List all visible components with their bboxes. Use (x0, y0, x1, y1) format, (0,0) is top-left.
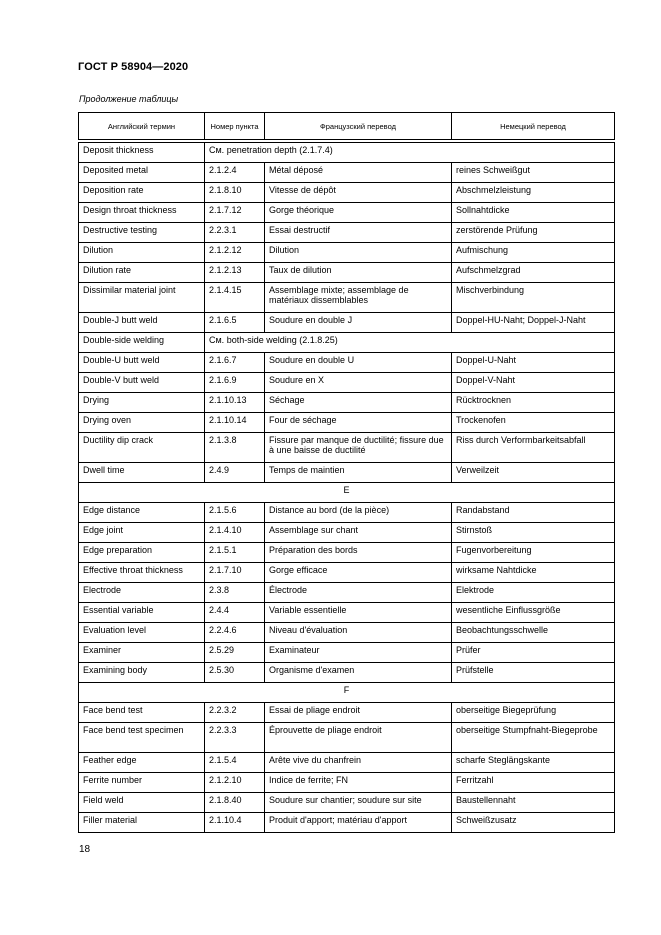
cell-french-translation: Soudure en double U (265, 353, 452, 373)
cell-german-translation: wirksame Nahtdicke (452, 563, 615, 583)
cell-french-translation: Essai destructif (265, 223, 452, 243)
cell-german-translation: oberseitige Stumpfnaht-Biegeprobe (452, 723, 615, 753)
cell-clause-number: 2.1.6.5 (205, 313, 265, 333)
cell-german-translation: reines Schweißgut (452, 163, 615, 183)
table-row (79, 723, 615, 753)
cell-english-term: Dwell time (79, 463, 205, 483)
cell-german-translation: Baustellennaht (452, 793, 615, 813)
table-row (79, 793, 615, 813)
cell-german-translation: Fugenvorbereitung (452, 543, 615, 563)
table-row (79, 243, 615, 263)
table-row (79, 643, 615, 663)
cell-english-term: Double-J butt weld (79, 313, 205, 333)
cell-french-translation: Indice de ferrite; FN (265, 773, 452, 793)
cell-french-translation: Four de séchage (265, 413, 452, 433)
cell-clause-number: 2.1.6.7 (205, 353, 265, 373)
cell-clause-number: 2.1.2.13 (205, 263, 265, 283)
cell-french-translation: Gorge efficace (265, 563, 452, 583)
cell-french-translation: Dilution (265, 243, 452, 263)
column-header-german: Немецкий перевод (452, 113, 615, 140)
cell-english-term: Essential variable (79, 603, 205, 623)
cell-french-translation: Assemblage mixte; assemblage de matériaux dissemblables (265, 283, 452, 313)
cell-clause-number: 2.1.2.4 (205, 163, 265, 183)
cell-english-term: Examining body (79, 663, 205, 683)
cell-german-translation: Sollnahtdicke (452, 203, 615, 223)
table-row (79, 313, 615, 333)
cell-english-term: Field weld (79, 793, 205, 813)
table-row (79, 603, 615, 623)
cell-french-translation: Produit d'apport; matériau d'apport (265, 813, 452, 833)
cell-german-translation: Doppel-V-Naht (452, 373, 615, 393)
table-row (79, 463, 615, 483)
cell-german-translation: Verweilzeit (452, 463, 615, 483)
table-row (79, 393, 615, 413)
cell-english-term: Double-U butt weld (79, 353, 205, 373)
cell-english-term: Examiner (79, 643, 205, 663)
cell-english-term: Face bend test (79, 703, 205, 723)
cell-german-translation: Mischverbindung (452, 283, 615, 313)
table-row (79, 703, 615, 723)
cell-french-translation: Taux de dilution (265, 263, 452, 283)
cell-english-term: Drying oven (79, 413, 205, 433)
cell-cross-reference: См. both-side welding (2.1.8.25) (205, 333, 615, 353)
cell-german-translation: Elektrode (452, 583, 615, 603)
cell-german-translation: Aufschmelzgrad (452, 263, 615, 283)
cell-clause-number: 2.1.3.8 (205, 433, 265, 463)
document-title: ГОСТ Р 58904—2020 (78, 61, 189, 73)
table-row (79, 183, 615, 203)
cell-clause-number: 2.1.2.12 (205, 243, 265, 263)
cell-french-translation: Séchage (265, 393, 452, 413)
cell-french-translation: Gorge théorique (265, 203, 452, 223)
cell-french-translation: Temps de maintien (265, 463, 452, 483)
cell-french-translation: Électrode (265, 583, 452, 603)
cell-german-translation: Trockenofen (452, 413, 615, 433)
table-continuation-caption: Продолжение таблицы (79, 94, 179, 104)
cell-german-translation: Abschmelzleistung (452, 183, 615, 203)
cell-clause-number: 2.1.10.14 (205, 413, 265, 433)
cell-english-term: Filler material (79, 813, 205, 833)
cell-english-term: Feather edge (79, 753, 205, 773)
cell-clause-number: 2.1.10.4 (205, 813, 265, 833)
cell-french-translation: Examinateur (265, 643, 452, 663)
cell-german-translation: zerstörende Prüfung (452, 223, 615, 243)
cell-cross-reference: См. penetration depth (2.1.7.4) (205, 143, 615, 163)
cell-english-term: Design throat thickness (79, 203, 205, 223)
cell-french-translation: Essai de pliage endroit (265, 703, 452, 723)
cell-clause-number: 2.1.8.10 (205, 183, 265, 203)
cell-german-translation: Beobachtungsschwelle (452, 623, 615, 643)
table-row (79, 773, 615, 793)
cell-english-term: Face bend test specimen (79, 723, 205, 753)
cell-clause-number: 2.2.3.3 (205, 723, 265, 753)
table-row (79, 163, 615, 183)
cell-french-translation: Distance au bord (de la pièce) (265, 503, 452, 523)
table-row (79, 373, 615, 393)
cell-english-term: Ductility dip crack (79, 433, 205, 463)
table-row (79, 623, 615, 643)
cell-german-translation: Rücktrocknen (452, 393, 615, 413)
cell-german-translation: wesentliche Einflussgröße (452, 603, 615, 623)
table-row (79, 283, 615, 313)
cell-english-term: Deposit thickness (79, 143, 205, 163)
cell-english-term: Double-V butt weld (79, 373, 205, 393)
cell-clause-number: 2.2.3.1 (205, 223, 265, 243)
table-body (79, 143, 615, 833)
cell-clause-number: 2.5.29 (205, 643, 265, 663)
table-row (79, 523, 615, 543)
column-header-french: Французский перевод (265, 113, 452, 140)
cell-english-term: Dilution (79, 243, 205, 263)
table-row (79, 203, 615, 223)
cell-clause-number: 2.5.30 (205, 663, 265, 683)
table-row (79, 333, 615, 353)
cell-english-term: Edge preparation (79, 543, 205, 563)
cell-german-translation: Prüfstelle (452, 663, 615, 683)
cell-german-translation: Prüfer (452, 643, 615, 663)
cell-clause-number: 2.2.3.2 (205, 703, 265, 723)
cell-clause-number: 2.4.9 (205, 463, 265, 483)
cell-german-translation: Randabstand (452, 503, 615, 523)
cell-french-translation: Métal déposé (265, 163, 452, 183)
table-row (79, 143, 615, 163)
cell-clause-number: 2.1.2.10 (205, 773, 265, 793)
cell-german-translation: oberseitige Biegeprüfung (452, 703, 615, 723)
cell-clause-number: 2.1.7.10 (205, 563, 265, 583)
cell-french-translation: Soudure en double J (265, 313, 452, 333)
cell-english-term: Deposition rate (79, 183, 205, 203)
cell-french-translation: Arête vive du chanfrein (265, 753, 452, 773)
cell-clause-number: 2.4.4 (205, 603, 265, 623)
table-row (79, 753, 615, 773)
cell-clause-number: 2.1.5.4 (205, 753, 265, 773)
column-header-number: Номер пункта (205, 113, 265, 140)
table-row (79, 563, 615, 583)
cell-english-term: Deposited metal (79, 163, 205, 183)
letter-section-row (79, 683, 615, 703)
cell-clause-number: 2.1.5.1 (205, 543, 265, 563)
cell-french-translation: Niveau d'évaluation (265, 623, 452, 643)
cell-french-translation: Assemblage sur chant (265, 523, 452, 543)
table-row (79, 413, 615, 433)
cell-clause-number: 2.1.5.6 (205, 503, 265, 523)
cell-german-translation: Ferritzahl (452, 773, 615, 793)
table-row (79, 543, 615, 563)
cell-english-term: Dilution rate (79, 263, 205, 283)
cell-clause-number: 2.1.7.12 (205, 203, 265, 223)
table-row (79, 263, 615, 283)
cell-french-translation: Organisme d'examen (265, 663, 452, 683)
cell-german-translation: Schweißzusatz (452, 813, 615, 833)
cell-clause-number: 2.1.10.13 (205, 393, 265, 413)
table-row (79, 353, 615, 373)
page-number: 18 (79, 844, 91, 855)
cell-clause-number: 2.1.8.40 (205, 793, 265, 813)
cell-german-translation: Aufmischung (452, 243, 615, 263)
table-row (79, 433, 615, 463)
table-header-row (79, 113, 615, 140)
table-row (79, 813, 615, 833)
cell-english-term: Dissimilar material joint (79, 283, 205, 313)
cell-english-term: Evaluation level (79, 623, 205, 643)
cell-french-translation: Fissure par manque de ductilité; fissure due à une baisse de ductilité (265, 433, 452, 463)
cell-english-term: Ferrite number (79, 773, 205, 793)
section-letter: F (79, 683, 615, 703)
cell-clause-number: 2.1.4.10 (205, 523, 265, 543)
cell-german-translation: Doppel-U-Naht (452, 353, 615, 373)
cell-english-term: Edge joint (79, 523, 205, 543)
cell-german-translation: scharfe Steglängskante (452, 753, 615, 773)
cell-german-translation: Riss durch Verformbarkeitsabfall (452, 433, 615, 463)
terms-table (78, 112, 615, 833)
cell-clause-number: 2.2.4.6 (205, 623, 265, 643)
table-row (79, 223, 615, 243)
table-row (79, 583, 615, 603)
cell-clause-number: 2.1.6.9 (205, 373, 265, 393)
cell-french-translation: Variable essentielle (265, 603, 452, 623)
table-row (79, 503, 615, 523)
cell-english-term: Effective throat thickness (79, 563, 205, 583)
cell-french-translation: Vitesse de dépôt (265, 183, 452, 203)
cell-french-translation: Soudure en X (265, 373, 452, 393)
cell-french-translation: Éprouvette de pliage endroit (265, 723, 452, 753)
cell-french-translation: Soudure sur chantier; soudure sur site (265, 793, 452, 813)
cell-clause-number: 2.3.8 (205, 583, 265, 603)
section-letter: E (79, 483, 615, 503)
column-header-english: Английский термин (79, 113, 205, 140)
table-row (79, 663, 615, 683)
cell-german-translation: Stirnstoß (452, 523, 615, 543)
cell-english-term: Drying (79, 393, 205, 413)
cell-german-translation: Doppel-HU-Naht; Doppel-J-Naht (452, 313, 615, 333)
cell-english-term: Electrode (79, 583, 205, 603)
cell-clause-number: 2.1.4.15 (205, 283, 265, 313)
cell-french-translation: Préparation des bords (265, 543, 452, 563)
cell-english-term: Edge distance (79, 503, 205, 523)
cell-english-term: Double-side welding (79, 333, 205, 353)
letter-section-row (79, 483, 615, 503)
cell-english-term: Destructive testing (79, 223, 205, 243)
